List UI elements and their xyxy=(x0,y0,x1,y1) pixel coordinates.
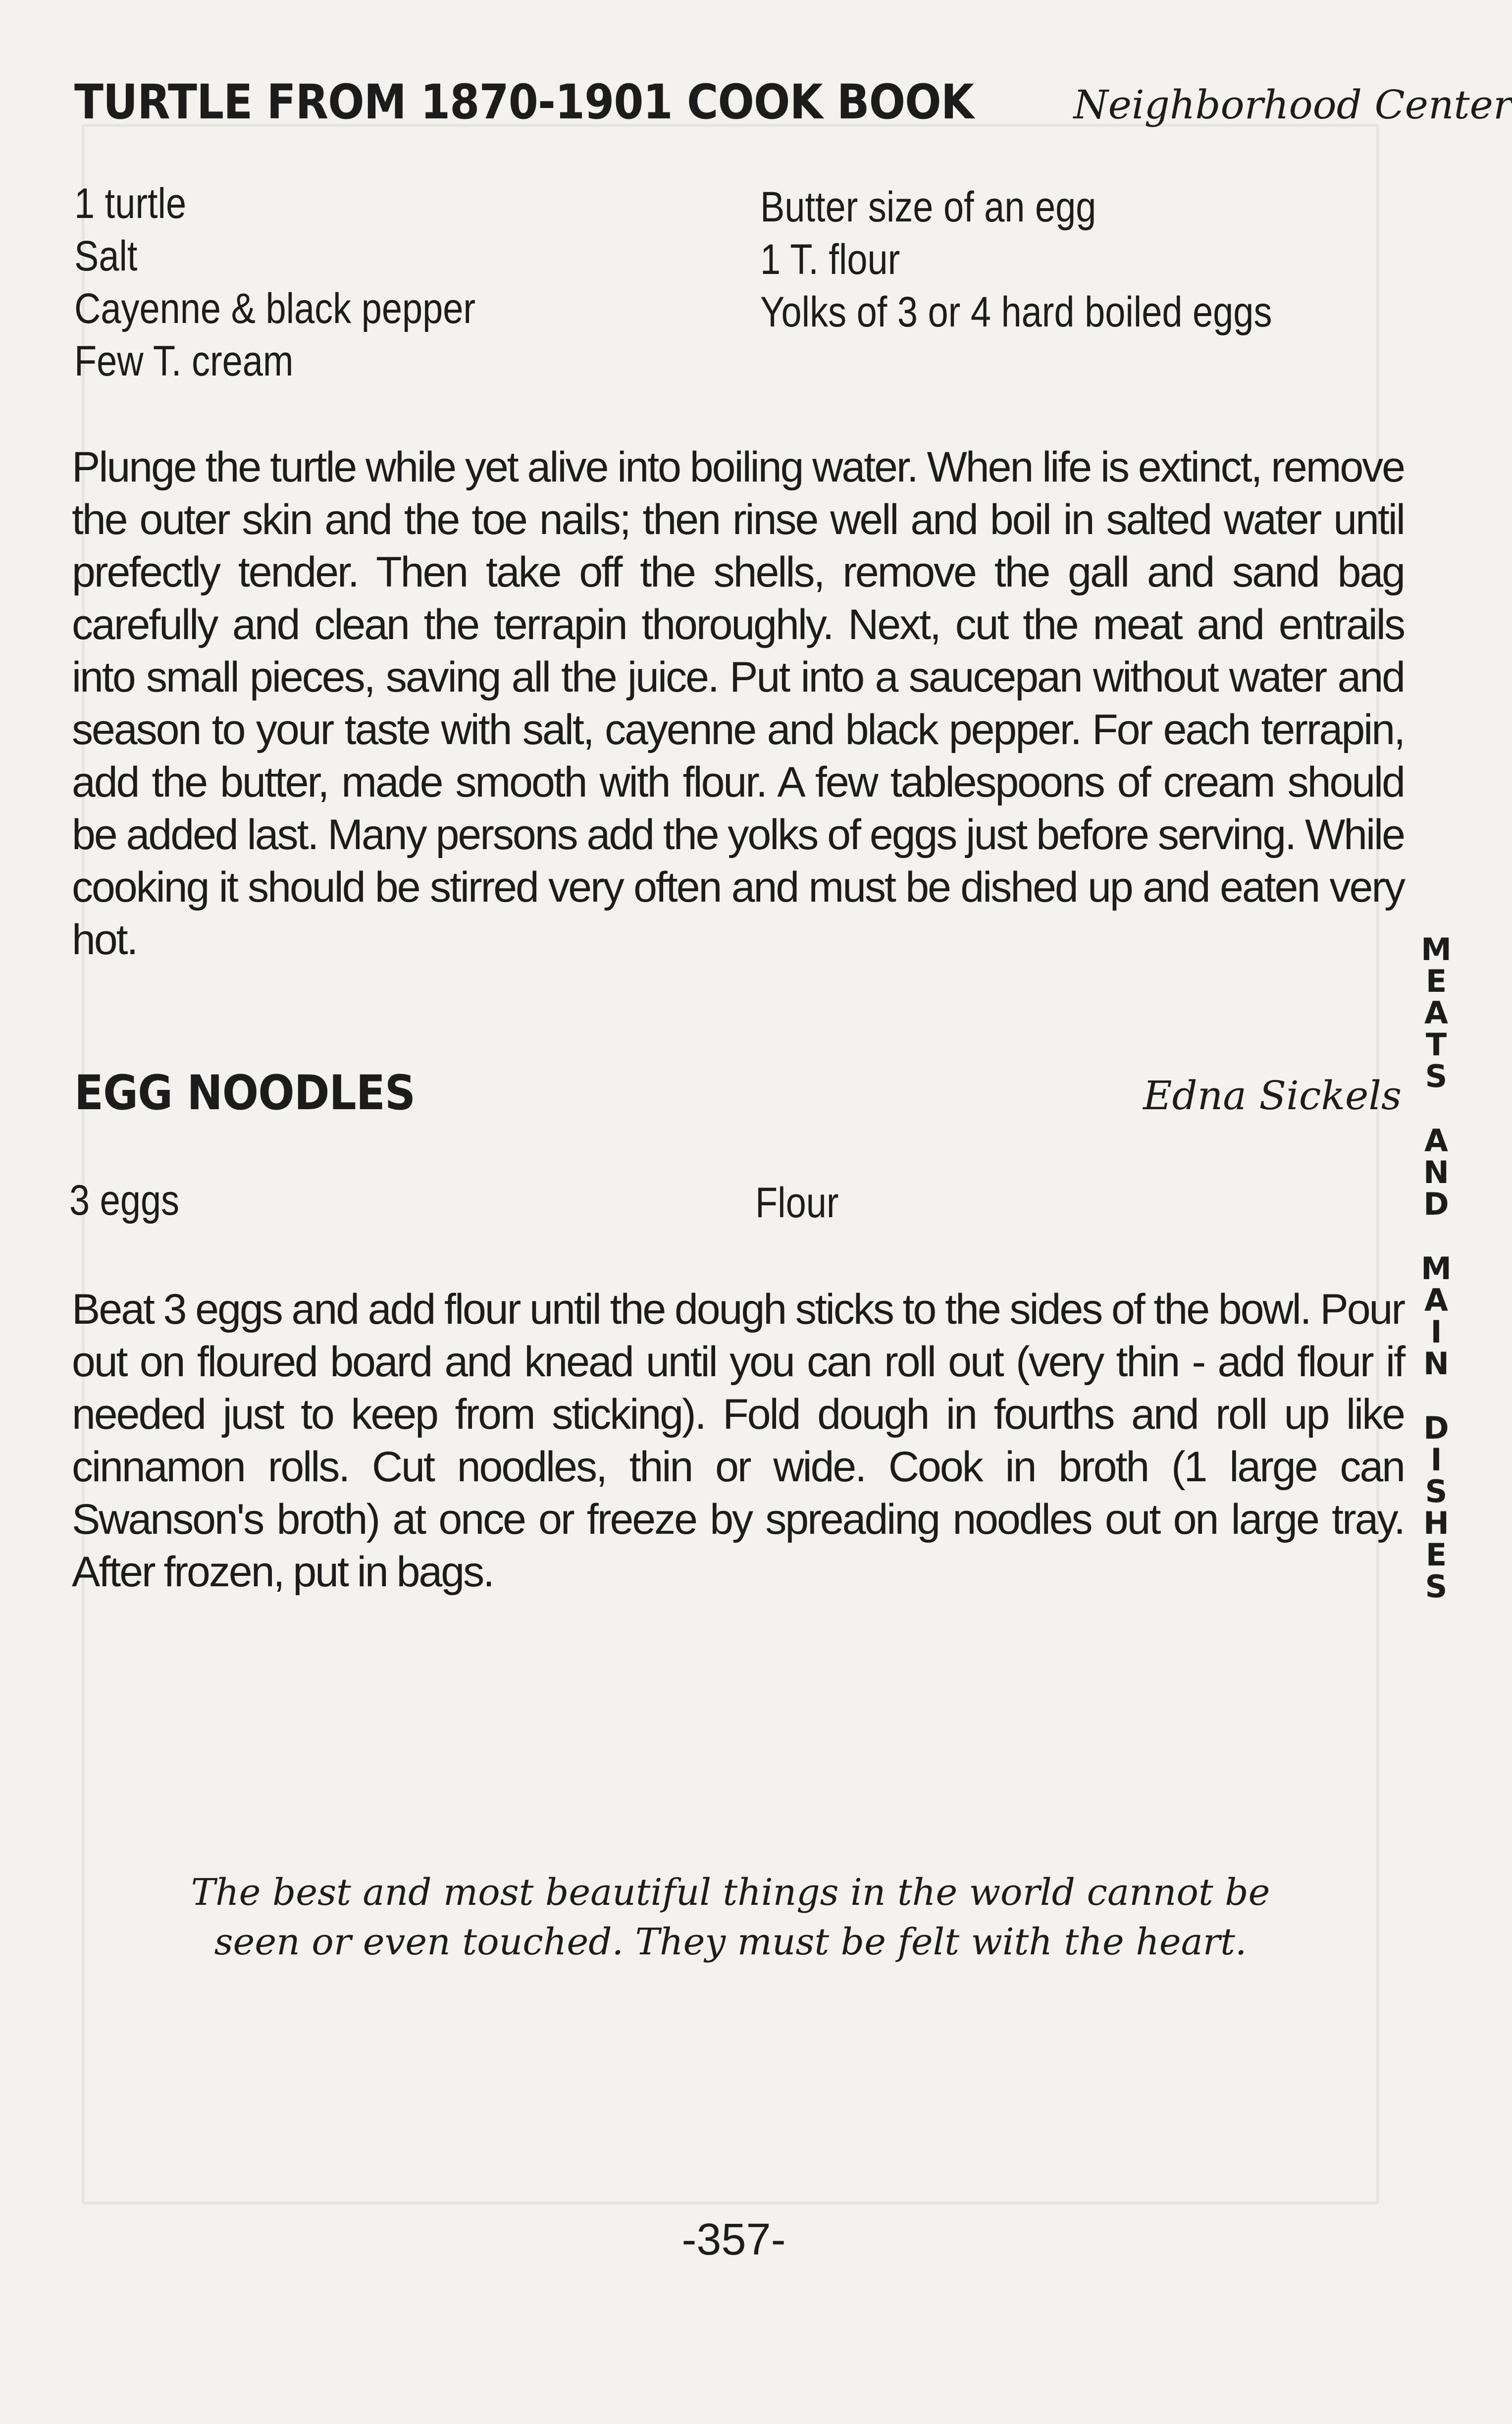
ingredient-item: Salt xyxy=(74,232,138,280)
side-tab-letter: H xyxy=(1423,1505,1449,1541)
quote-line: seen or even touched. They must be felt with the heart. xyxy=(214,1921,1247,1963)
quote-line: The best and most beautiful things in the world cannot be xyxy=(191,1871,1270,1914)
side-tab-letter: S xyxy=(1425,1058,1448,1094)
ingredient-item: Yolks of 3 or 4 hard boiled eggs xyxy=(760,288,1272,336)
recipe-directions: Plunge the turtle while yet alive into boiling water. When life is extinct, remove the outer skin and the toe nails; then rinse well and boil in salted water until prefectly tender. Then take off the shells, remove the gall and sand bag carefully and clean the terrapin thoroughly. Next, cut the meat and entrails into small pieces, saving all the juice. Put into a saucepan without water and season to your taste with salt, cayenne and black pepper. For each terrapin, add the butter, made smooth with flour. A few tablespoons of cream should be added last. Many persons add the yolks of eggs just before serving. While cooking it should be stirred very often and must be dished up and eaten very hot. xyxy=(72,443,1404,964)
ingredient-item: 3 eggs xyxy=(69,1177,180,1224)
ingredient-item: 1 turtle xyxy=(74,180,187,227)
side-tab-letter: D xyxy=(1423,1410,1449,1446)
side-tab-letter: D xyxy=(1423,1186,1449,1222)
side-tab-letter: S xyxy=(1425,1568,1448,1605)
ingredients-right-column xyxy=(755,1177,839,1229)
side-tab-letter: E xyxy=(1425,1537,1447,1573)
side-tab-letter: I xyxy=(1430,1442,1442,1478)
side-tab-letter: M xyxy=(1421,931,1452,968)
ingredients-left-column xyxy=(74,177,475,387)
ingredient-item: Butter size of an egg xyxy=(760,183,1096,231)
recipe-title: TURTLE FROM 1870-1901 COOK BOOK xyxy=(74,74,974,130)
side-tab-letter: A xyxy=(1424,1123,1448,1159)
ingredients-right-column xyxy=(760,181,1272,338)
side-tab-word xyxy=(1414,1412,1459,1603)
side-tab-letter: I xyxy=(1430,1314,1442,1350)
side-tab-letter: T xyxy=(1425,1026,1447,1063)
side-tab-letter: N xyxy=(1423,1154,1449,1190)
ingredient-item: 1 T. flour xyxy=(760,236,900,283)
side-tab-letter: A xyxy=(1424,1282,1448,1318)
ingredients-left-column xyxy=(69,1174,179,1227)
recipe-contributor: Neighborhood Center xyxy=(1073,82,1512,128)
recipe-title: EGG NOODLES xyxy=(74,1065,416,1121)
side-tab-letter: S xyxy=(1425,1473,1448,1509)
section-side-tab xyxy=(1414,931,1459,1605)
recipe-header-egg-noodles xyxy=(74,1065,1402,1121)
inspirational-quote xyxy=(149,1868,1312,1967)
recipe-contributor: Edna Sickels xyxy=(1143,1073,1402,1119)
side-tab-word xyxy=(1414,1250,1459,1382)
ingredient-item: Cayenne & black pepper xyxy=(74,285,475,332)
page-number: -357- xyxy=(681,2215,786,2264)
recipe-header-turtle xyxy=(74,74,1512,130)
side-tab-letter: E xyxy=(1425,963,1447,999)
ingredient-item: Flour xyxy=(755,1179,839,1227)
side-tab-word xyxy=(1414,931,1459,1094)
ingredient-item: Few T. cream xyxy=(74,337,294,385)
side-tab-word xyxy=(1414,1125,1459,1220)
side-tab-letter: N xyxy=(1423,1346,1449,1382)
recipe-directions: Beat 3 eggs and add flour until the dough sticks to the sides of the bowl. Pour out on floured board and knead until you can roll out (very thin - add flour if needed just to keep from sticking). Fold dough in fourths and roll up like cinnamon rolls. Cut noodles, thin or wide. Cook in broth (1 large can Swanson's broth) at once or freeze by spreading noodles out on large tray. After frozen, put in bags. xyxy=(72,1286,1404,1596)
side-tab-letter: M xyxy=(1421,1250,1452,1287)
side-tab-letter: A xyxy=(1424,995,1448,1031)
